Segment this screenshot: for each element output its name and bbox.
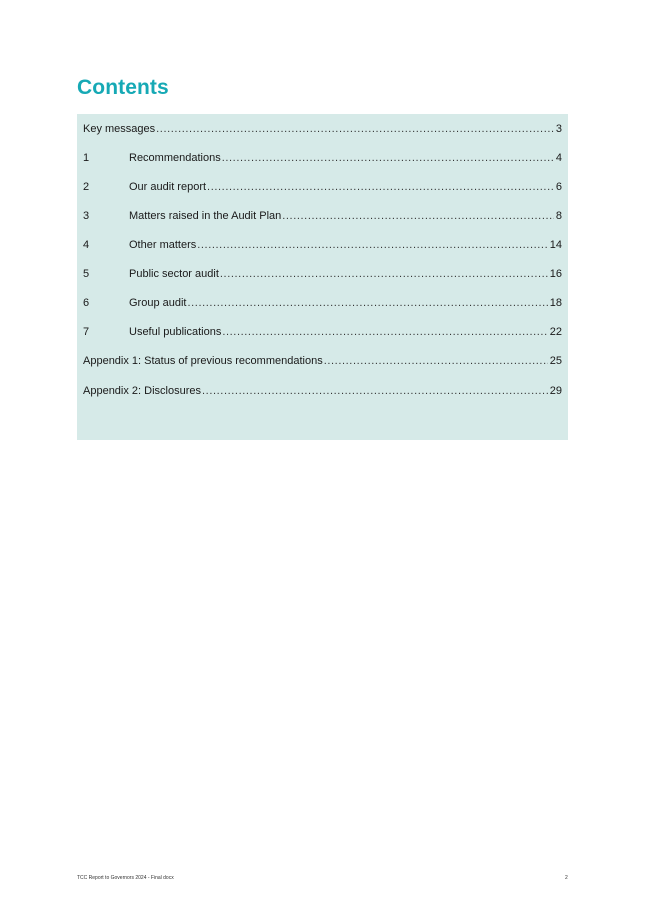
toc-entry-label: Key messages <box>83 123 156 135</box>
toc-dot-leader <box>187 296 547 310</box>
toc-entry-number: 5 <box>83 268 90 280</box>
toc-entry-appendix-1[interactable] <box>83 354 562 368</box>
toc-dot-leader <box>197 238 548 252</box>
toc-entry-number: 6 <box>83 297 90 309</box>
toc-dot-leader <box>202 384 548 398</box>
toc-dot-leader <box>156 122 554 136</box>
toc-entry-number: 3 <box>83 210 90 222</box>
toc-entry-page: 22 <box>549 326 562 338</box>
toc-entry-page: 16 <box>549 268 562 280</box>
toc-entry-label: Matters raised in the Audit Plan <box>129 210 282 222</box>
toc-entry-number: 4 <box>83 239 90 251</box>
toc-entry-label: Public sector audit <box>129 268 219 280</box>
toc-entry-label: Group audit <box>129 297 187 309</box>
toc-entry-page: 25 <box>549 355 562 367</box>
toc-dot-leader <box>324 354 548 368</box>
toc-entry-page: 29 <box>549 385 562 397</box>
toc-entry-page: 18 <box>549 297 562 309</box>
toc-entry-recommendations[interactable] <box>83 151 562 165</box>
toc-entry-label: Recommendations <box>129 152 221 164</box>
toc-entry-number: 1 <box>83 152 90 164</box>
toc-entry-useful-publications[interactable] <box>83 325 562 339</box>
toc-entry-matters-raised[interactable] <box>83 209 562 223</box>
toc-entry-number: 2 <box>83 181 90 193</box>
toc-entry-label: Useful publications <box>129 326 222 338</box>
toc-entry-page: 14 <box>549 239 562 251</box>
toc-entry-page: 6 <box>555 181 562 193</box>
toc-entry-appendix-2[interactable] <box>83 384 562 398</box>
toc-entry-page: 4 <box>555 152 562 164</box>
toc-entry-our-audit-report[interactable] <box>83 180 562 194</box>
toc-entry-public-sector-audit[interactable] <box>83 267 562 281</box>
toc-dot-leader <box>222 325 547 339</box>
toc-entry-number: 7 <box>83 326 90 338</box>
toc-entry-label: Other matters <box>129 239 197 251</box>
toc-dot-leader <box>207 180 554 194</box>
toc-dot-leader <box>282 209 554 223</box>
toc-entry-other-matters[interactable] <box>83 238 562 252</box>
table-of-contents <box>77 114 568 440</box>
toc-entry-group-audit[interactable] <box>83 296 562 310</box>
footer-page-number: 2 <box>565 875 568 881</box>
toc-dot-leader <box>222 151 554 165</box>
toc-entry-page: 3 <box>555 123 562 135</box>
page-title: Contents <box>77 76 169 99</box>
toc-dot-leader <box>220 267 548 281</box>
toc-entry-key-messages[interactable] <box>83 122 562 136</box>
toc-entry-label: Appendix 1: Status of previous recommendations <box>83 355 323 367</box>
footer-document-name: TCC Report to Governors 2024 - Final docx <box>77 875 174 881</box>
toc-entry-page: 8 <box>555 210 562 222</box>
toc-entry-label: Appendix 2: Disclosures <box>83 385 202 397</box>
toc-entry-label: Our audit report <box>129 181 207 193</box>
